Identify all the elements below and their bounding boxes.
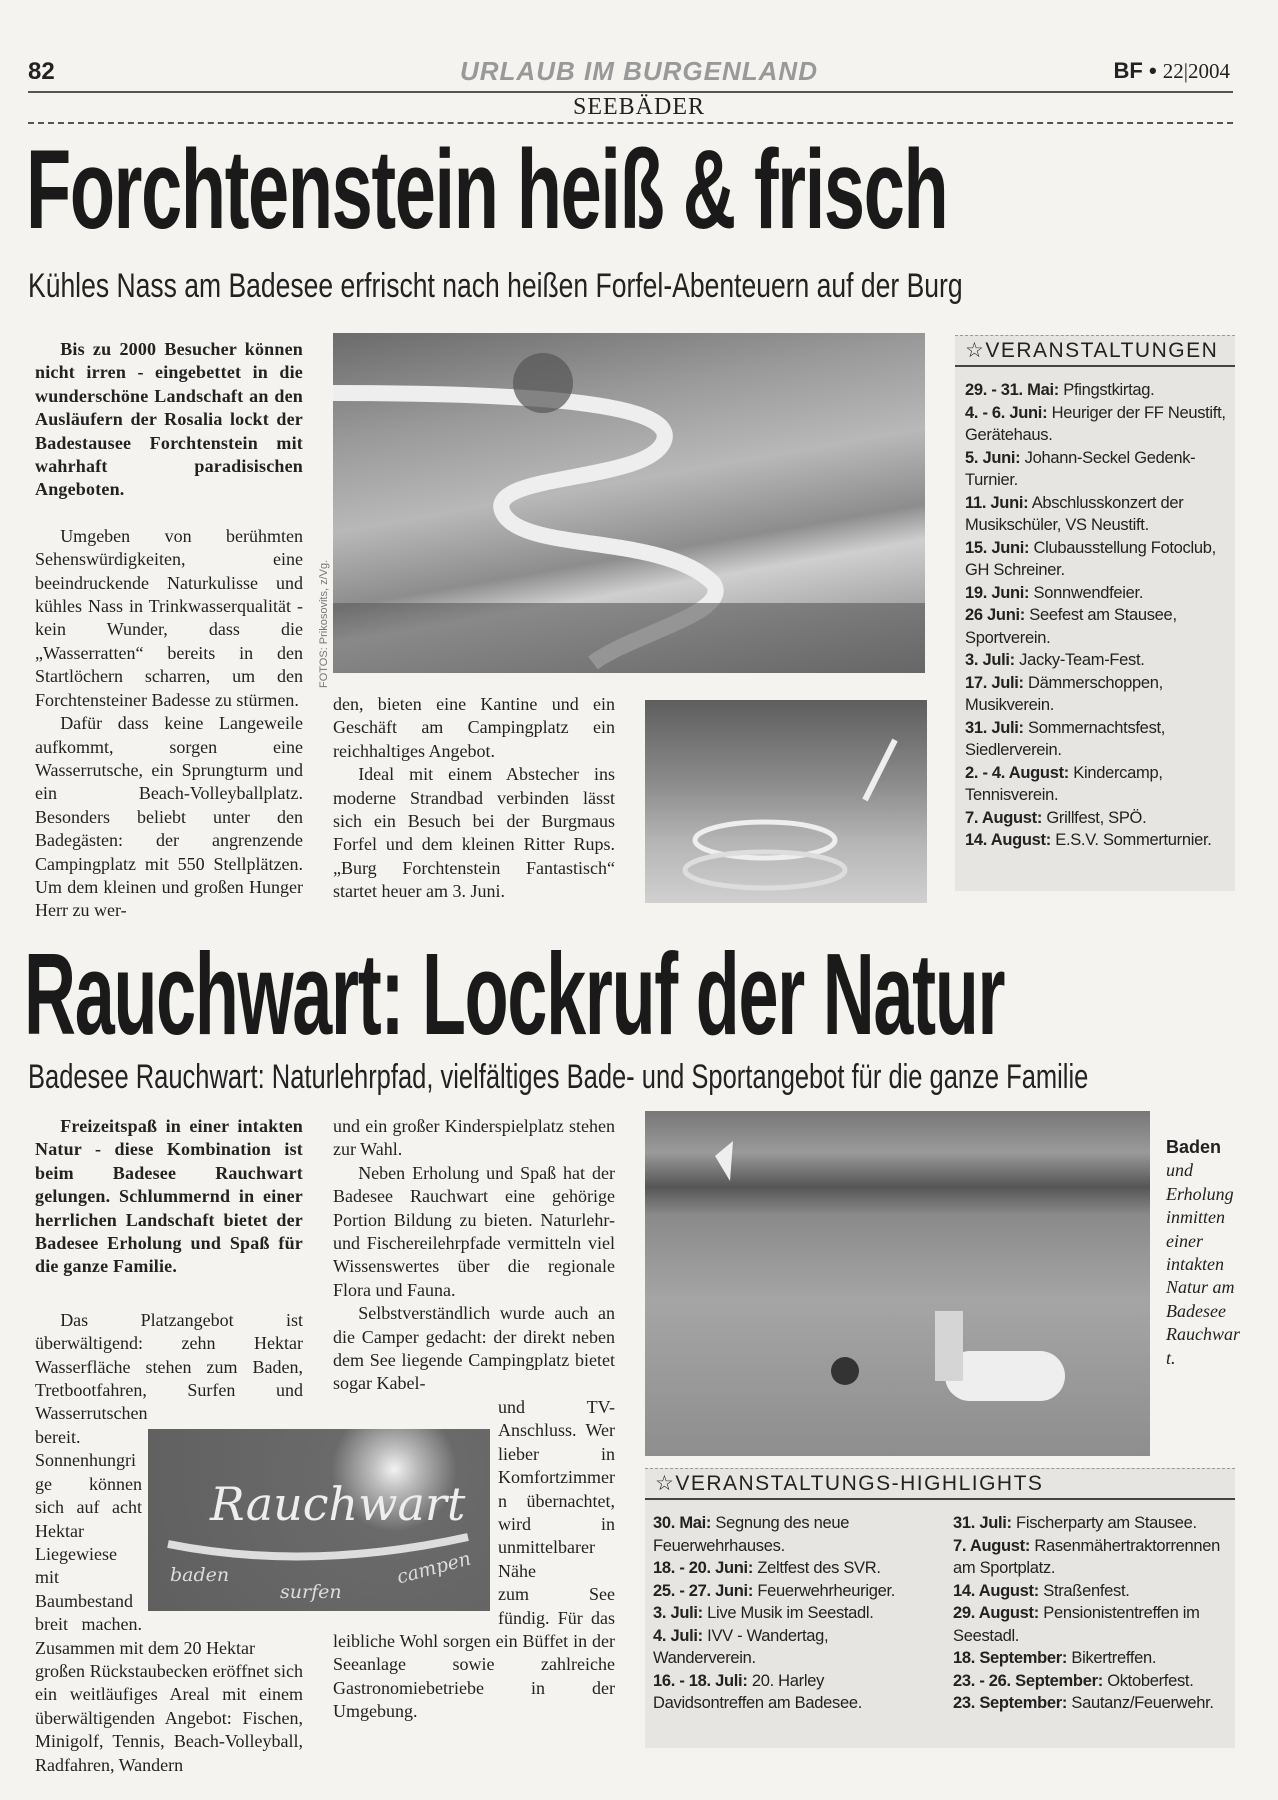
- paragraph: bereit. Sonnenhungrige können sich auf acht Hektar Liegewiese mit Baumbestand breit machen. Zusammen mit dem 20 Hektar: [35, 1426, 255, 1658]
- section-title: SEEBÄDER: [572, 94, 705, 120]
- event-date: 29. August:: [953, 1604, 1039, 1622]
- logo-name: Rauchwart: [210, 1476, 466, 1531]
- event-item: [965, 717, 1229, 762]
- event-text: Feuerwehrheuriger.: [757, 1581, 896, 1600]
- article1-lead: Bis zu 2000 Besucher können nicht irren - eingebettet in die wunderschöne Landschaft an den Ausläufern der Rosalia lockt der Badestausee Forchtenstein mit wahrhaft paradisischen Angeboten.: [35, 339, 303, 500]
- event-item: [965, 762, 1229, 807]
- paragraph: den, bieten eine Kantine und ein Geschäft am Campingplatz ein reichhaltiges Angebot.: [333, 694, 615, 761]
- event-text: Heuriger der FF Neustift, Gerätehaus.: [965, 403, 1226, 444]
- event-date: 15. Juni:: [965, 538, 1030, 557]
- event-date: 29. - 31. Mai:: [965, 381, 1059, 399]
- event-item: [953, 1692, 1231, 1715]
- event-date: 17. Juli:: [965, 673, 1024, 692]
- event-text: Clubausstellung Fotoclub, GH Schreiner.: [965, 538, 1216, 579]
- event-date: 5. Juni:: [965, 448, 1021, 467]
- article1-column1: [35, 338, 303, 923]
- paragraph: großen Rückstaubecken eröffnet sich ein weitläufiges Areal mit einem überwältigenden Angebot: Fischen, Minigolf, Tennis, Beach-Volleyball, Radfahren, Wandern: [35, 1660, 303, 1775]
- event-date: 23. September:: [953, 1694, 1068, 1712]
- event-date: 23. - 26. September:: [953, 1671, 1103, 1690]
- event-date: 16. - 18. Juli:: [653, 1671, 748, 1690]
- paragraph: zum See fündig. Für das leibliche Wohl sorgen ein Büffet in der Seeanlage sowie zahlreiche Gastronomiebetriebe in der Umgebung.: [333, 1584, 615, 1722]
- event-text: E.S.V. Sommerturnier.: [1055, 831, 1212, 849]
- highlights-title-text: VERANSTALTUNGS-HIGHLIGHTS: [675, 1472, 1044, 1495]
- event-text: Bikertreffen.: [1071, 1649, 1157, 1667]
- event-date: 11. Juni:: [965, 493, 1029, 512]
- event-text: Segnung des neue Feuerwehrhauses.: [653, 1514, 850, 1555]
- logo-tagline-2: surfen: [280, 1580, 342, 1603]
- lake-swimmers-photo: [645, 1111, 1150, 1456]
- event-item: [965, 492, 1229, 537]
- event-date: 31. Juli:: [965, 718, 1024, 737]
- event-item: [653, 1557, 935, 1580]
- page-number: 82: [28, 58, 55, 85]
- event-item: [653, 1625, 935, 1670]
- event-text: Zeltfest des SVR.: [757, 1559, 881, 1577]
- event-text: Straßenfest.: [1043, 1581, 1130, 1600]
- event-date: 31. Juli:: [953, 1514, 1012, 1532]
- event-text: IVV - Wandertag, Wanderverein.: [653, 1626, 829, 1667]
- event-date: 14. August:: [953, 1581, 1039, 1600]
- event-date: 14. August:: [965, 831, 1051, 849]
- event-date: 2. - 4. August:: [965, 763, 1069, 782]
- event-item: [965, 582, 1229, 605]
- photo-credit: FOTOS: Prikosovits, z/Vg.: [318, 559, 330, 688]
- caption-bold: Baden: [1166, 1137, 1222, 1157]
- event-item: [965, 604, 1229, 649]
- swimmers-illustration: [645, 1111, 1150, 1456]
- event-item: [953, 1670, 1231, 1693]
- event-date: 25. - 27. Juni:: [653, 1581, 754, 1600]
- section-divider: [28, 122, 1233, 124]
- event-date: 7. August:: [965, 808, 1043, 827]
- event-date: 3. Juli:: [965, 651, 1015, 669]
- event-date: 18. September:: [953, 1649, 1068, 1667]
- star-icon: ☆: [965, 339, 986, 362]
- event-text: Grillfest, SPÖ.: [1046, 808, 1147, 827]
- event-text: Dämmerschoppen, Musikverein.: [965, 673, 1163, 714]
- highlights-box: [645, 1468, 1235, 1748]
- event-text: Rasenmähertraktorrennen am Sportplatz.: [953, 1536, 1221, 1577]
- article1-column2: [333, 693, 615, 904]
- events-box: [955, 335, 1235, 891]
- highlights-left-list: [653, 1512, 935, 1715]
- publication-section: URLAUB IM BURGENLAND: [460, 56, 818, 86]
- star-icon: ☆: [655, 1472, 676, 1495]
- event-item: [965, 379, 1229, 402]
- event-text: Sautanz/Feuerwehr.: [1071, 1694, 1214, 1712]
- event-item: [653, 1512, 935, 1557]
- article2-lead: Freizeitspaß in einer intakten Natur - diese Kombination ist beim Badesee Rauchwart gelungen. Schlummernd in einer herrlichen Landschaft bietet der Badesee Erholung und Spaß für die ganze Familie.: [35, 1116, 303, 1277]
- highlights-right-list: [953, 1512, 1231, 1715]
- article2-column2: [333, 1115, 615, 1724]
- event-item: [653, 1670, 935, 1715]
- event-item: [965, 649, 1229, 672]
- waterslide-photo: [333, 333, 925, 673]
- event-text: Seefest am Stausee, Sportverein.: [965, 606, 1177, 647]
- event-text: Sommernachtsfest, Siedlerverein.: [965, 718, 1166, 759]
- event-date: 4. Juli:: [653, 1626, 703, 1645]
- header-rule: [28, 91, 1233, 93]
- event-item: [965, 672, 1229, 717]
- event-item: [965, 829, 1229, 852]
- event-item: [653, 1580, 935, 1603]
- event-date: 4. - 6. Juni:: [965, 403, 1048, 422]
- paragraph: und ein großer Kinderspielplatz stehen zur Wahl.: [333, 1116, 615, 1160]
- article2-subheadline: Badesee Rauchwart: Naturlehrpfad, vielfältiges Bade- und Sportangebot für die ganze Familie: [28, 1058, 1089, 1096]
- issue-number: 22|2004: [1162, 59, 1230, 83]
- paragraph: und TV-Anschluss. Wer lieber in Komfortzimmern übernachtet, wird in unmittelbarer Nähe: [498, 1396, 615, 1581]
- paragraph: Neben Erholung und Spaß hat der Badesee Rauchwart eine gehörige Portion Bildung zu bieten. Naturlehr- und Fischereilehrpfade vermitteln viel Wissenswertes über die regionale Flora und Fauna.: [333, 1162, 615, 1300]
- caption-text: und Erholung inmitten einer intakten Natur am Badesee Rauchwart.: [1166, 1160, 1240, 1368]
- event-text: Johann-Seckel Gedenk-Turnier.: [965, 448, 1196, 489]
- merry-go-round-illustration: [645, 700, 927, 903]
- event-date: 18. - 20. Juni:: [653, 1559, 754, 1577]
- event-item: [953, 1535, 1231, 1580]
- event-item: [965, 537, 1229, 582]
- highlights-title: [645, 1468, 1235, 1500]
- event-text: Fischerparty am Stausee.: [1016, 1514, 1197, 1532]
- paragraph: Dafür dass keine Langeweile aufkommt, sorgen eine Wasserrutsche, ein Sprungturm und ein Beach-Volleyballplatz. Besonders beliebt unter den Badegästen: der angrenzende Campingplatz mit 550 Stellplätzen. Um dem kleinen und großen Hunger Herr zu wer-: [35, 713, 303, 921]
- paragraph: Umgeben von berühmten Sehenswürdigkeiten, eine beeindruckende Naturkulisse und kühles Nass in Trinkwasserqualität - kein Wunder, dass die „Wasserratten“ bereits in den Startlöchern scharren, um den Forchtensteiner Badesse zu stürmen.: [35, 525, 303, 710]
- event-text: Kindercamp, Tennisverein.: [965, 763, 1163, 804]
- waterslide-illustration: [333, 333, 925, 673]
- event-text: Jacky-Team-Fest.: [1019, 651, 1145, 669]
- event-text: Abschlusskonzert der Musikschüler, VS Neustift.: [965, 493, 1184, 534]
- event-text: Oktoberfest.: [1107, 1671, 1194, 1690]
- paragraph: Das Platzangebot ist überwältigend: zehn Hektar Wasserfläche stehen zum Baden, Tretbootfahren, Surfen und Wasserrutschen: [35, 1309, 303, 1424]
- event-item: [965, 402, 1229, 447]
- issue-label: BF • 22|2004: [1113, 58, 1230, 83]
- photo-caption: [1166, 1136, 1242, 1370]
- event-text: Pfingstkirtag.: [1063, 381, 1155, 399]
- event-text: 20. Harley Davidsontreffen am Badesee.: [653, 1671, 862, 1712]
- event-date: 7. August:: [953, 1536, 1031, 1555]
- event-item: [965, 807, 1229, 830]
- magazine-name: BF: [1113, 58, 1143, 83]
- event-date: 19. Juni:: [965, 583, 1030, 602]
- rauchwart-logo: [148, 1429, 490, 1611]
- event-item: [653, 1602, 935, 1625]
- event-text: Pensionistentreffen im Seestadl.: [953, 1604, 1200, 1645]
- event-date: 3. Juli:: [653, 1604, 703, 1622]
- event-date: 30. Mai:: [653, 1514, 712, 1532]
- events-title-text: VERANSTALTUNGEN: [985, 339, 1219, 362]
- events-list: [955, 367, 1235, 852]
- event-item: [953, 1512, 1231, 1535]
- logo-tagline-1: baden: [170, 1563, 230, 1586]
- event-date: 26 Juni:: [965, 606, 1025, 624]
- event-item: [953, 1602, 1231, 1647]
- logo-tagline-3: campen: [394, 1547, 474, 1589]
- event-text: Live Musik im Seestadl.: [707, 1604, 874, 1622]
- article1-subheadline: Kühles Nass am Badesee erfrischt nach heißen Forfel-Abenteuern auf der Burg: [28, 267, 963, 305]
- article2-headline: Rauchwart: Lockruf der Natur: [24, 929, 1005, 1059]
- event-text: Sonnwendfeier.: [1033, 583, 1144, 602]
- article1-headline: Forchtenstein heiß & frisch: [26, 127, 948, 252]
- event-item: [953, 1580, 1231, 1603]
- paragraph: Ideal mit einem Abstecher ins moderne Strandbad verbinden lässt sich ein Besuch bei der Burgmaus Forfel und dem kleinen Ritter Rups. „Burg Forchtenstein Fantastisch“ startet heuer am 3. Juni.: [333, 764, 615, 902]
- event-item: [965, 447, 1229, 492]
- playground-photo: [645, 700, 927, 903]
- paragraph: Selbstverständlich wurde auch an die Camper gedacht: der direkt neben dem See liegende Campingplatz bietet sogar Kabel-: [333, 1303, 615, 1394]
- event-item: [953, 1647, 1231, 1670]
- events-title: [955, 335, 1235, 367]
